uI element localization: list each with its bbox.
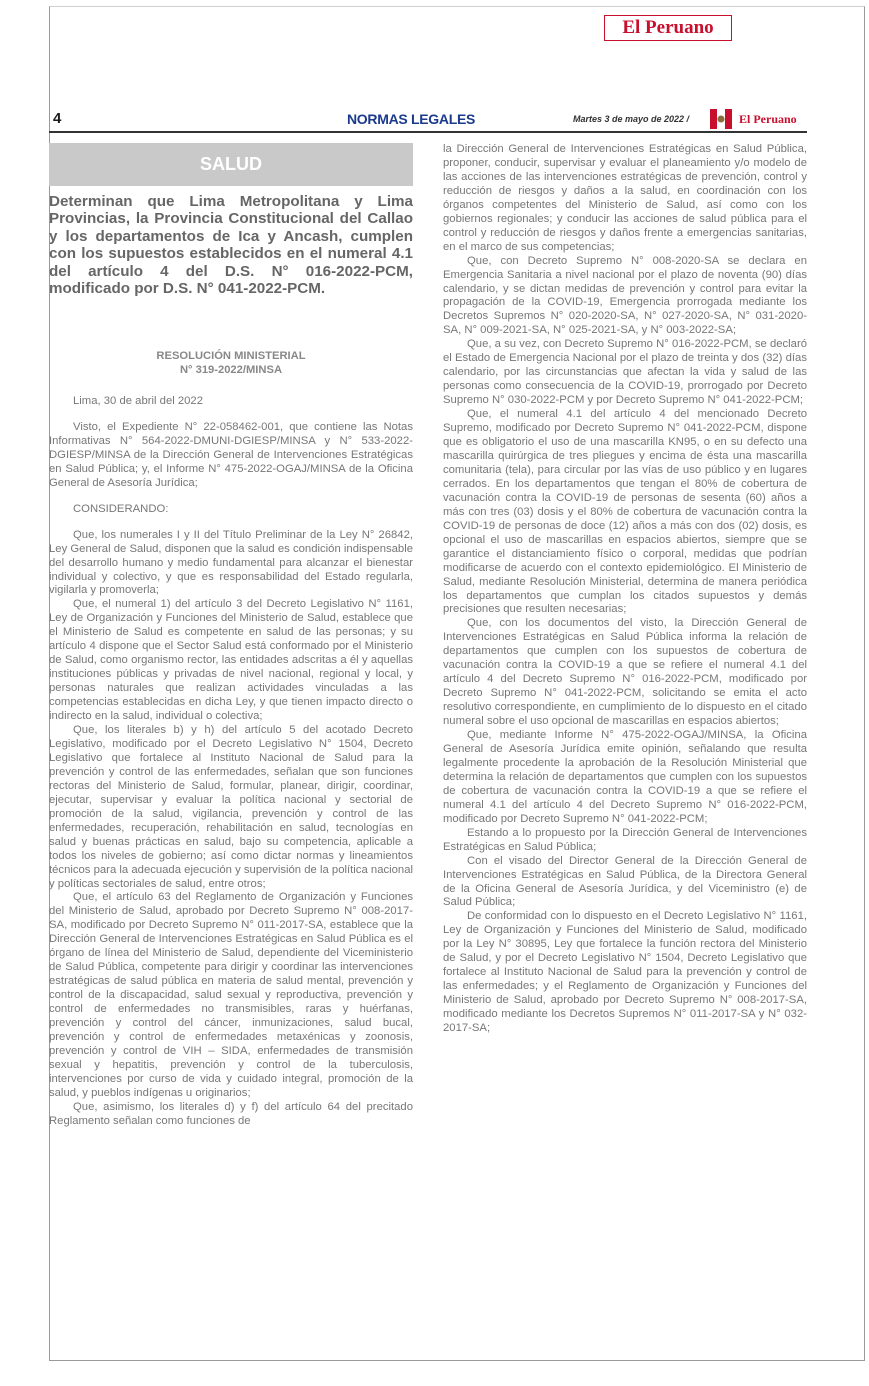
paragraph: Con el visado del Director General de la Dirección General de Intervenciones Estratégicas en Salud Pública, de la Directora General de la Oficina General de Asesoría Jurídica, y del Viceministro (e) de Salud Pública; [443,854,807,909]
sector-banner: SALUD [49,143,413,186]
headline: Determinan que Lima Metropolitana y Lima Provincias, la Provincia Constitucional del Callao y los departamentos de Ica y Ancash, cumplen con los supuestos establecidos en el numeral 4.1 del artículo 4 del D.S. N° 016-2022-PCM, modificado por D.S. N° 041-2022-PCM. [49,193,413,298]
section-title: NORMAS LEGALES [347,111,476,127]
header-brand: El Peruano [739,112,797,126]
page-header [49,109,807,131]
page-number: 4 [53,110,62,127]
paragraph: Que, el numeral 4.1 del artículo 4 del mencionado Decreto Supremo, modificado por Decreto Supremo N° 041-2022-PCM, dispone que es obligatorio el uso de una mascarilla KN95, o en su defecto una mascarilla quirúrgica de tres pliegues y encima de ésta una mascarilla comunitaria (tela), para circular por las vías de uso público y en lugares cerrados. En los departamentos que tengan el 80% de cobertura de vacunación contra la COVID-19 de personas de sesenta (60) años a más con tres (03) dosis y el 80% de cobertura de vacunación contra la COVID-19 de personas de doce (12) años a más con dos (02) dosis, es opcional el uso de mascarillas en espacios abiertos, siempre que se garantice el distanciamiento físico o corporal, medidas que podrían modificarse de acuerdo con el contexto epidemiológico. El Ministerio de Salud, mediante Resolución Ministerial, determina de manera periódica los departamentos que cumplan los citados supuestos y demás precisiones que resulten necesarias; [443,408,807,616]
paragraph: Lima, 30 de abril del 2022 [73,395,204,407]
coat-of-arms-icon [710,109,732,129]
paragraph: Que, con los documentos del visto, la Dirección General de Intervenciones Estratégicas en Salud Pública informa la relación de departamentos que cumplen con los supuestos de cobertura de vacunación contra la COVID-19 a que se refiere el numeral 4.1 del artículo 4 del Decreto Supremo N° 016-2022-PCM, modificado por Decreto Supremo N° 041-2022-PCM, solicitando se emita el acto resolutivo correspondiente, en cumplimiento de lo dispuesto en el citado numeral sobre el uso opcional de mascarillas en espacios abiertos; [443,617,807,728]
paragraph: Que, los numerales I y II del Título Preliminar de la Ley N° 26842, Ley General de Salud, disponen que la salud es condición indispensable del desarrollo humano y medio fundamental para alcanzar el bienestar individual y colectivo, y que es responsabilidad del Estado regularla, vigilarla y promoverla; [49,528,413,597]
paragraph: Que, con Decreto Supremo N° 008-2020-SA se declara en Emergencia Sanitaria a nivel nacional por el plazo de noventa (90) días calendario, y se dictan medidas de prevención y control para evitar la propagación de la COVID-19, Emergencia prorrogada mediante los Decretos Supremos N° 020-2020-SA, N° 027-2020-SA, N° 031-2020-SA, N° 009-2021-SA, N° 025-2021-SA, y N° 003-2022-SA; [443,254,807,337]
resolution-number: N° 319-2022/MINSA [179,364,283,376]
paragraph: Que, el numeral 1) del artículo 3 del Decreto Legislativo N° 1161, Ley de Organización y Funciones del Ministerio de Salud, establece que el Ministerio de Salud es competente en salud de las personas; y su artículo 4 dispone que el Sector Salud está conformado por el Ministerio de Salud, como organismo rector, las entidades adscritas a él y aquellas instituciones públicas y privadas de nivel nacional, regional y local, y personas naturales que realizan actividades vinculadas a las competencias establecidas en dicha Ley, y que tienen impacto directo o indirecto en la salud, individual o colectiva; [49,598,413,723]
paragraph: Que, a su vez, con Decreto Supremo N° 016-2022-PCM, se declaró el Estado de Emergencia Nacional por el plazo de treinta y dos (32) días calendario, por las circunstancias que afectan la vida y salud de las personas como consecuencia de la COVID-19, prorrogado por Decreto Supremo N° 030-2022-PCM y por Decreto Supremo N° 041-2022-PCM; [443,338,807,407]
paragraph: Estando a lo propuesto por la Dirección General de Intervenciones Estratégicas en Salud Pública; [443,826,807,853]
paragraph: Que, mediante Informe N° 475-2022-OGAJ/MINSA, la Oficina General de Asesoría Jurídica emite opinión, señalando que resulta legalmente procedente la aprobación de la Resolución Ministerial que determina la relación de departamentos que cumplen con los supuestos de cobertura de vacunación contra la COVID-19 a que se refiere el numeral 4.1 del artículo 4 del Decreto Supremo N° 016-2022-PCM, modificado por Decreto Supremo N° 041-2022-PCM; [443,729,807,825]
paragraph: CONSIDERANDO: [73,502,169,515]
masthead-logo: El Peruano [604,15,732,41]
right-column [443,143,807,1036]
paragraph: Que, el artículo 63 del Reglamento de Organización y Funciones del Ministerio de Salud, aprobado por Decreto Supremo N° 008-2017-SA, modificado por Decreto Supremo N° 011-2017-SA, establece que la Dirección General de Intervenciones Estratégicas en Salud Pública es el órgano de línea del Ministerio de Salud, dependiente del Viceministerio de Salud Pública, competente para dirigir y coordinar las intervenciones estratégicas de salud pública en materia de salud mental, prevención y control de la discapacidad, salud sexual y reproductiva, prevención y control de enfermedades no transmisibles, raras y huérfanas, prevención y control del cáncer, inmunizaciones, salud bucal, prevención y control de enfermedades metaxénicas y zoonosis, prevención y control de VIH – SIDA, enfermedades de transmisión sexual y hepatitis, prevención y control de la tuberculosis, intervenciones por curso de vida y cuidado integral, promoción de la salud, y pueblos indígenas u originarios; [49,891,413,1099]
header-rule [49,131,807,133]
resolution-title [49,349,413,377]
paragraph: Visto, el Expediente N° 22-058462-001, que contiene las Notas Informativas N° 564-2022-DMUNI-DGIESP/MINSA y N° 533-2022-DGIESP/MINSA de la Dirección General de Intervenciones Estratégicas en Salud Pública; y, el Informe N° 475-2022-OGAJ/MINSA de la Oficina General de Asesoría Jurídica; [49,420,413,489]
left-column [49,395,413,1129]
paragraph: Que, los literales b) y h) del artículo 5 del acotado Decreto Legislativo, modificado por el Decreto Legislativo N° 1504, Decreto Legislativo que fortalece al Instituto Nacional de Salud para la prevención y control de las enfermedades, señalan que son funciones rectoras del Ministerio de Salud, formular, planear, dirigir, coordinar, ejecutar, supervisar y evaluar la política nacional y sectorial de promoción de la salud, vigilancia, prevención y control de las enfermedades, recuperación, rehabilitación en salud, tecnologías en salud y buenas prácticas en salud, bajo su competencia, aplicable a todos los niveles de gobierno; así como dictar normas y lineamientos técnicos para la adecuada ejecución y supervisión de la política nacional y políticas sectoriales de salud, entre otros; [49,724,413,890]
paragraph: Que, asimismo, los literales d) y f) del artículo 64 del precitado Reglamento señalan como funciones de [49,1100,413,1127]
paragraph: De conformidad con lo dispuesto en el Decreto Legislativo N° 1161, Ley de Organización y Funciones del Ministerio de Salud, modificado por la Ley N° 30895, Ley que fortalece la función rectora del Ministerio de Salud, y por el Decreto Legislativo N° 1504, Decreto Legislativo que fortalece al Instituto Nacional de Salud para la prevención y control de las enfermedades; y el Reglamento de Organización y Funciones del Ministerio de Salud, aprobado por Decreto Supremo N° 008-2017-SA, modificado mediante los Decretos Supremos N° 011-2017-SA y N° 032-2017-SA; [443,910,807,1035]
paragraph: la Dirección General de Intervenciones Estratégicas en Salud Pública, proponer, conducir, supervisar y evaluar el planeamiento y/o modelo de las acciones de las intervenciones estratégicas de prevención, control y reducción de riesgos y daños a la salud, en coordinación con los órganos competentes del Ministerio de Salud, así como con los gobiernos regionales; y conducir las acciones de salud pública para el control y reducción de riesgos y daños frente a emergencias sanitarias, en el marco de sus competencias; [443,143,807,253]
issue-date: Martes 3 de mayo de 2022 / [573,114,690,124]
resolution-type: RESOLUCIÓN MINISTERIAL [156,350,306,362]
